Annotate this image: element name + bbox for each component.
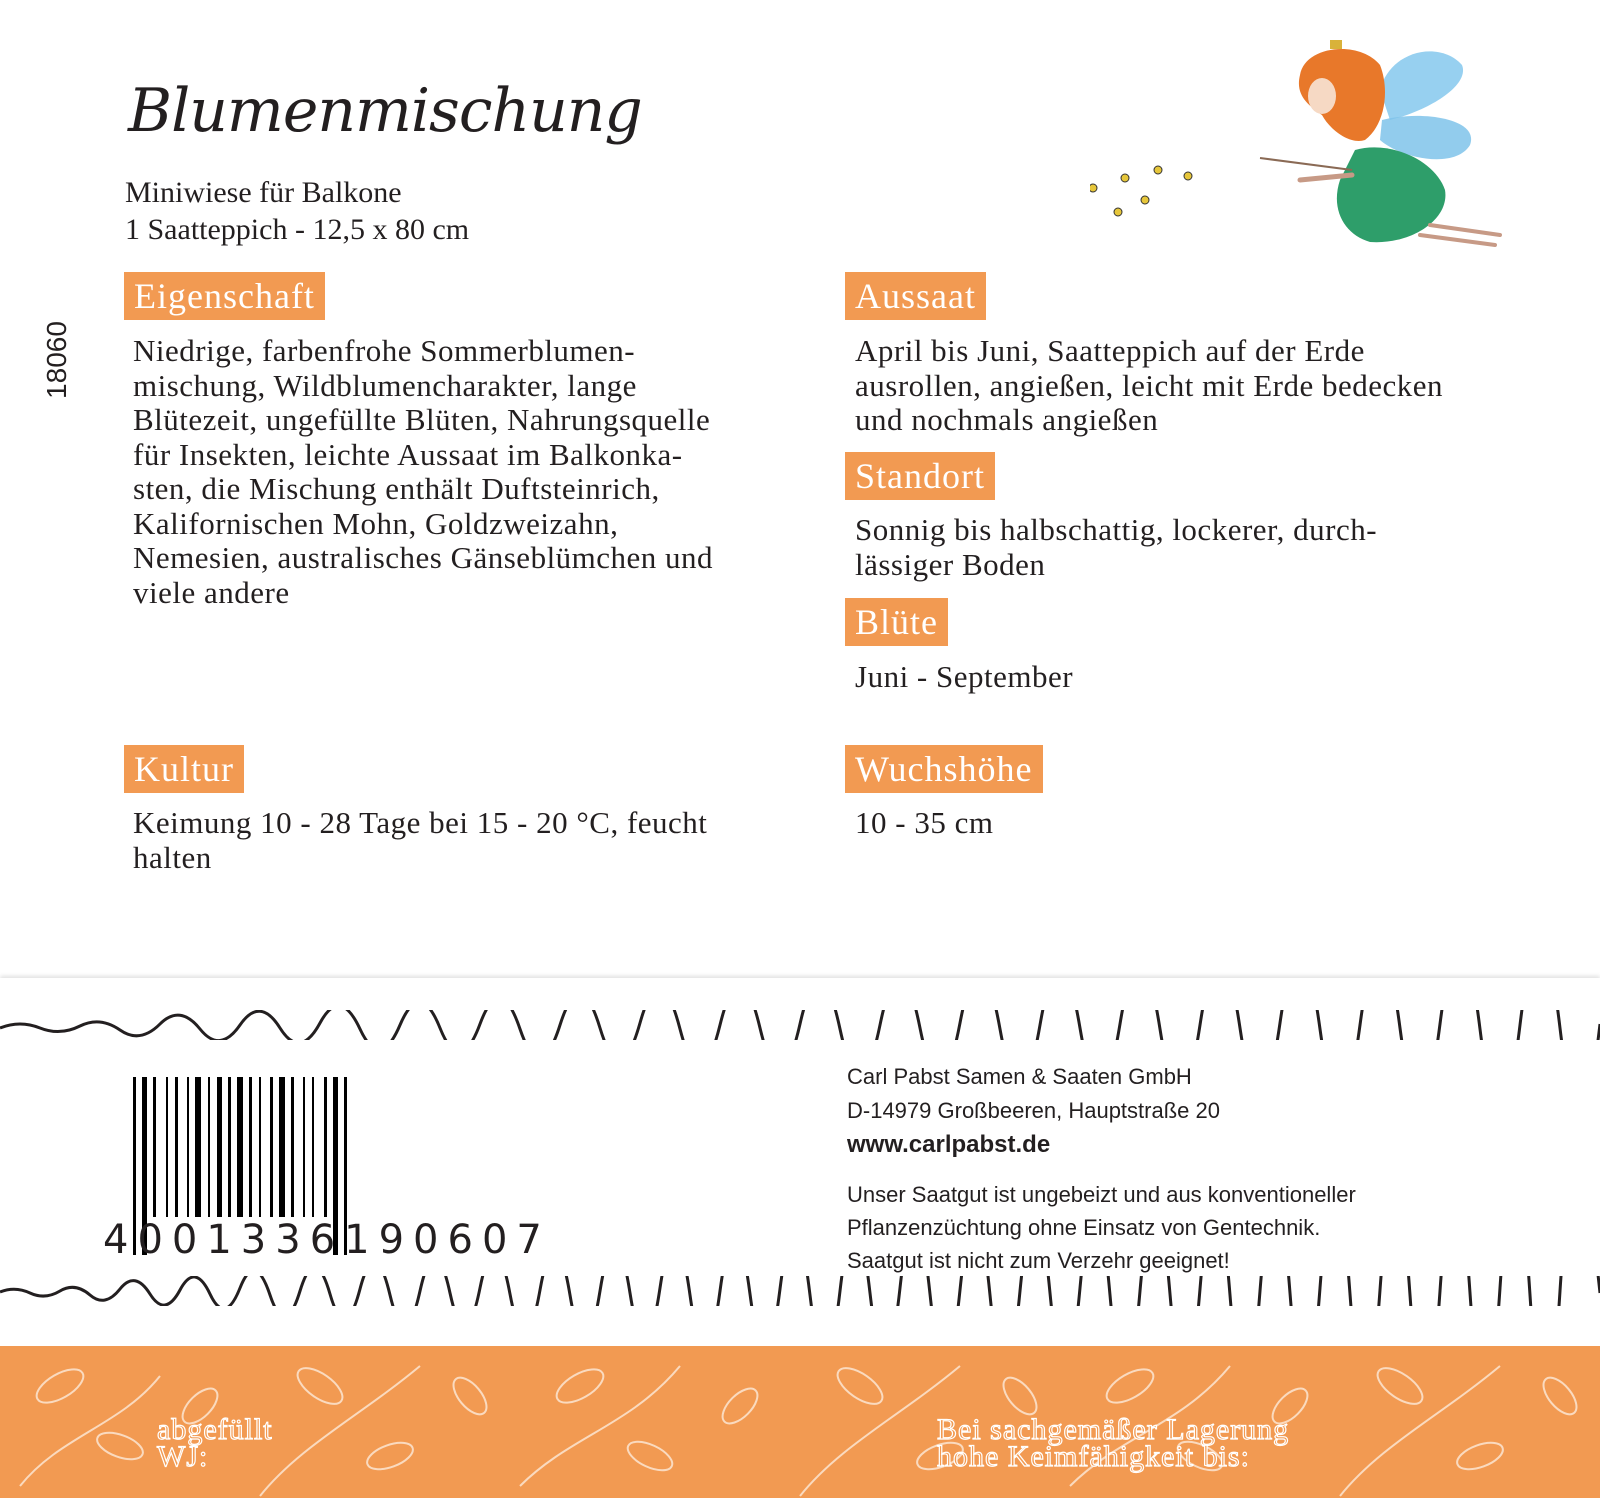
footer-band [0,1346,1600,1498]
text-line: Niedrige, farbenfrohe Sommerblumen- [133,333,636,368]
barcode-bar [237,1077,243,1217]
text-line: für Insekten, leichte Aussaat im Balkonka- [133,436,683,472]
text-wuchshoehe [855,806,993,841]
barcode-bar [166,1077,168,1217]
company-address: D-14979 Großbeeren, Hauptstraße 20 [847,1098,1220,1123]
barcode-bar [259,1077,261,1217]
heading-wuchshoehe: Wuchshöhe [845,745,1043,793]
text-eigenschaft [133,334,713,610]
article-number-text: 18060 [41,321,72,399]
product-subtitle [125,174,469,248]
barcode-bar [291,1077,294,1217]
text-line: halten [133,839,212,875]
text-bluete [855,660,1073,695]
notice-line: Saatgut ist nicht zum Verzehr geeignet! [847,1248,1230,1273]
text-line: viele andere [133,574,290,610]
text-line: Kalifornischen Mohn, Goldzweizahn, [133,505,619,541]
text-line: mischung, Wildblumencharakter, lange [133,367,637,403]
notice-line: Unser Saatgut ist ungebeizt und aus konventioneller [847,1182,1356,1207]
barcode-number: 4001336190607 [103,1217,551,1263]
storage-label [937,1413,1290,1473]
heading-standort: Standort [845,452,995,500]
barcode-bar [249,1077,252,1217]
text-line: Blütezeit, ungefüllte Blüten, Nahrungsquelle [133,402,711,437]
text-kultur [133,806,707,875]
filled-date-label [157,1413,273,1473]
text-aussaat [855,334,1443,438]
barcode-bar [270,1077,273,1217]
barcode-bar [187,1077,189,1217]
subtitle-line-1: Miniwiese für Balkone [125,176,402,209]
barcode-graphic [103,1077,551,1273]
barcode-bar [228,1077,231,1217]
article-number [22,320,92,400]
squiggle-divider-bottom [0,1276,1600,1306]
barcode-bar [217,1077,222,1217]
heading-bluete: Blüte [845,598,948,646]
squiggle-divider-top [0,1010,1600,1040]
heading-kultur: Kultur [124,745,244,793]
notice-line: Pflanzenzüchtung ohne Einsatz von Gentechnik. [847,1215,1321,1240]
barcode-bar [324,1077,327,1217]
text-standort [855,513,1377,582]
text-line: sten, die Mischung enthält Duftsteinrich, [133,471,660,506]
text-line: Keimung 10 - 28 Tage bei 15 - 20 °C, feucht [133,805,708,840]
filled-line-2: WJ: [157,1440,209,1473]
storage-line-2: hohe Keimfähigkeit bis: [937,1440,1250,1473]
barcode-bar [312,1077,314,1217]
storage-line-1: Bei sachgemäßer Lagerung [937,1413,1290,1446]
filled-line-1: abgefüllt [157,1413,273,1446]
barcode-bar [303,1077,305,1217]
barcode-bar [175,1077,178,1217]
barcode-bar [279,1077,285,1217]
company-website-link[interactable]: www.carlpabst.de [847,1131,1051,1158]
barcode-bar [208,1077,210,1217]
text-line: lässiger Boden [855,546,1046,582]
company-name: Carl Pabst Samen & Saaten GmbH [847,1064,1192,1089]
text-line: Sonnig bis halbschattig, lockerer, durch- [855,512,1378,547]
subtitle-line-2: 1 Saatteppich - 12,5 x 80 cm [125,213,470,246]
seed-notice [847,1178,1356,1277]
heading-eigenschaft: Eigenschaft [124,272,325,320]
company-info [847,1060,1220,1162]
barcode-bar [153,1077,156,1217]
heading-aussaat: Aussaat [845,272,986,320]
product-title: Blumenmischung [128,76,642,146]
text-line: und nochmals angießen [855,402,1159,437]
fairy-illustration [1090,30,1550,260]
text-line: Nemesien, australisches Gänseblümchen und [133,540,714,575]
text-line: 10 - 35 cm [855,805,994,840]
text-line: ausrollen, angießen, leicht mit Erde bedecken [855,367,1444,403]
text-line: Juni - September [855,659,1074,694]
barcode-bar [195,1077,201,1217]
text-line: April bis Juni, Saatteppich auf der Erde [855,333,1365,368]
